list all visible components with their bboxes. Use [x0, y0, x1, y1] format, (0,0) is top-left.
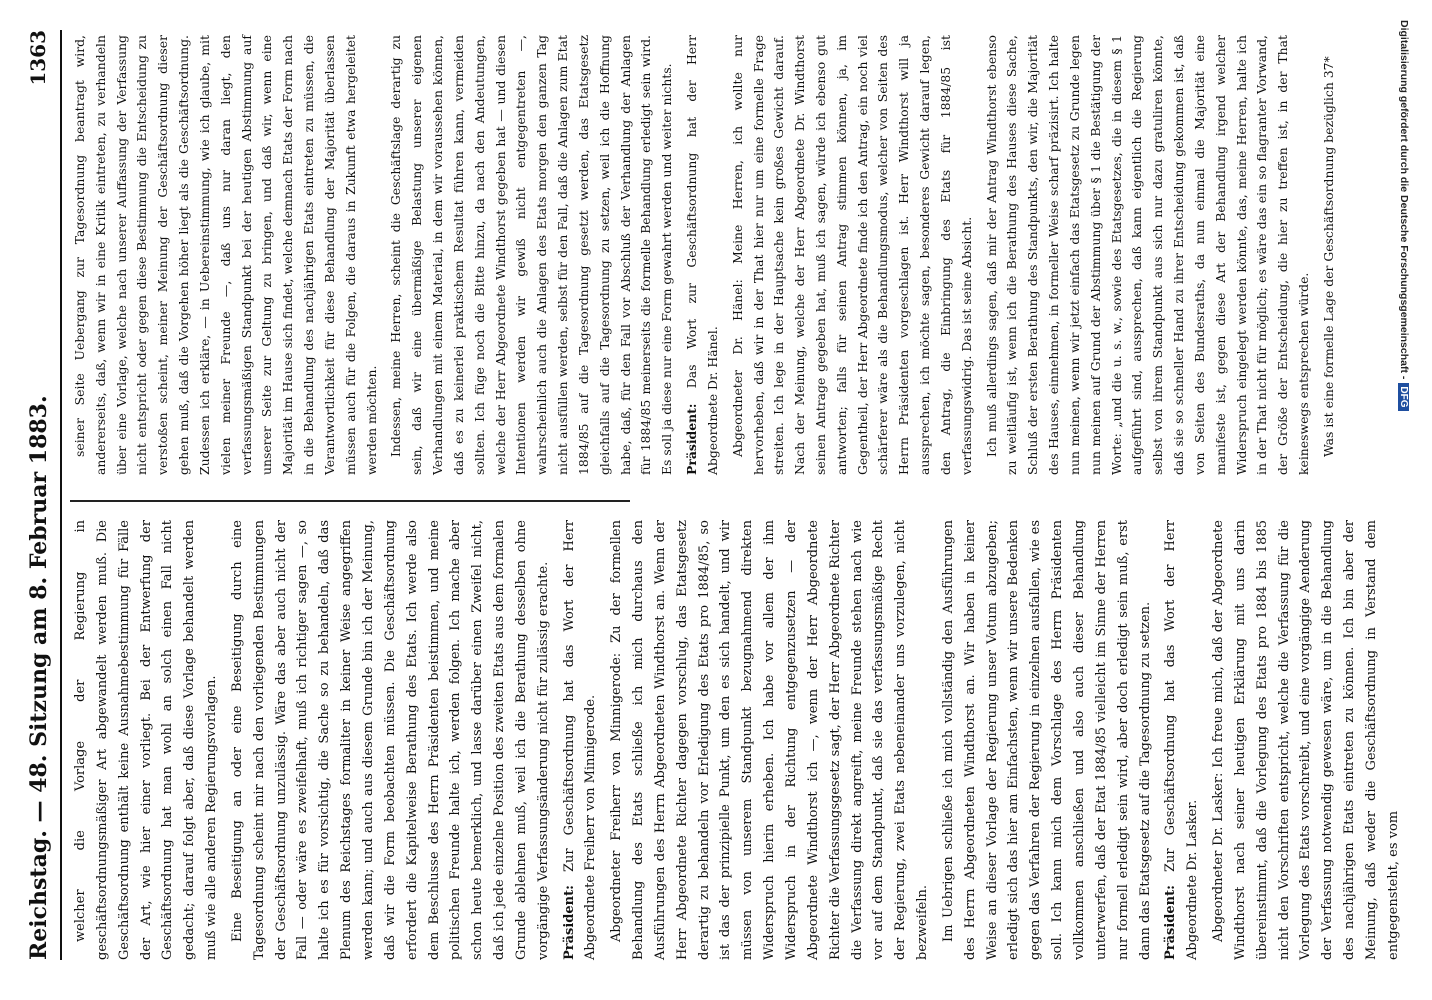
paragraph [70, 35, 382, 475]
paragraph [1319, 35, 1340, 475]
paragraph [938, 520, 1156, 960]
right-column [70, 35, 1344, 475]
header-rule [60, 30, 62, 960]
speaker-label: Präsident: [1163, 885, 1179, 960]
left-column [70, 520, 1409, 960]
paragraph-text: Eine Beseitigung an oder eine Beseitigung durch eine Tagesordnung scheint mir nach den vorliegenden Bestimmungen der Geschäftsordnung unzulässig. Wäre das aber auch nicht der Fall — oder wäre es zweifelhaft, muß ich richtiger sagen —, so halte ich es für vorsichtig, die Sache so zu behandeln, daß das Plenum des Reichstages formaliter in keiner Weise angegriffen werden kann; und auch aus diesem Grunde bin ich der Meinung, daß wir die Form beobachten müssen. Die Geschäftsordnung erfordert die Kapitelweise Berathung des Etats. Ich werde also dem Beschlusse des Herrn Präsidenten beistimmen, und meine politischen Freunde halte ich, werden folgen. Ich mache aber schon heute bemerklich, und lasse darüber einen Zweifel nicht, daß ich jede einzelne Position des zweiten Etats aus dem formalen Grunde ablehnen muß, weil ich die Berathung desselben ohne vorgängige Verfassungsänderung nicht für zulässig erachte. [229, 520, 551, 960]
page-number: 1363 [26, 30, 50, 86]
speaker-label: Präsident: [684, 403, 700, 475]
paragraph-text: Das Wort zur Geschäftsordnung hat der Herr Abgeordnete Dr. Hänel. [684, 35, 720, 475]
paragraph-text: Abgeordneter Freiherr von Minnigerode: Zu der formellen Behandlung des Etats schließe ich mich durchaus den Ausführungen des Herrn Abgeordneten Windthorst an. Wenn der Herr Abgeordnete Richter dagegen vorschlug, das Etatsgesetz derartig zu behandeln vor Erledigung des Etats pro 1884/85, so ist das der prinzipielle Punkt, um den es sich handelt, und wir müssen von unserem Standpunkt bezugnahmend direkten Widerspruch hierin erheben. Ich habe vor allem der ihm Widerspruch in der Richtung entgegenzusetzen — der Abgeordnete Windthorst ich —, wenn der Herr Abgeordnete Richter die Verfassungsgesetz sagt, der Herr Abgeordnete Richter die Verfassung direkt angreift, meine Freunde stehen nach wie vor auf dem Standpunkt, daß sie das verfassungsmäßige Recht der Regierung, zwei Etats nebeneinander uns vorzulegen, nicht bezweifeln. [609, 520, 931, 960]
paragraph [728, 35, 978, 475]
paragraph-text: Abgeordneter Dr. Hänel: Meine Herren, ich wollte nur hervorheben, daß wir in der That hier nur um eine formelle Frage streiten. Ich lege in der Hauptsache kein großes Gewicht darauf. Nach der Meinung, welche der Herr Abgeordnete Dr. Windthorst seinen Antrage gegeben hat, muß ich sagen, würde ich ebenso gut antworten; falls für seinen Antrag stimmen können, ja, im Gegentheil, der Herr Abgeordnete finde ich den Antrag, ein noch viel schärferer wäre als die Behandlungsmodus, welcher von Seiten des Herrn Präsidenten vorgeschlagen ist. Herr Windthorst will ja aussprechen, ich möchte sagen, besonderes Gewicht darauf legen, den Antrag, die Einbringung des Etats für 1884/85 ist verfassungswidrig. Das ist seine Absicht. [729, 35, 974, 475]
paragraph [386, 35, 678, 475]
paragraph-text: Zur Geschäftsordnung hat das Wort der Herr Abgeordnete Freiherr von Minnigerode. [561, 520, 599, 960]
column-divider [70, 500, 630, 502]
speaker-label: Präsident: [561, 885, 577, 960]
paragraph-text: welcher die Vorlage der Regierung in geschäftsordnungsmäßiger Art abgewandelt werden muß. Die Geschäftsordnung enthält keine Ausnahmebestimmung für Fälle der Art, wie hier einer vorliegt. Bei der Entwerfung der Geschäftsordnung hat man wohl an solch einen Fall nicht gedacht; darauf folgt aber, daß diese Vorlage behandelt werden muß wie alle anderen Regierungsvorlagen. [73, 520, 220, 960]
page-header [8, 30, 68, 960]
paragraph [70, 520, 223, 960]
credit-text: Digitalisierung gefördert durch die Deutsche Forschungsgemeinschaft - [1398, 20, 1410, 380]
digitization-credit [1394, 20, 1410, 980]
paragraph [1160, 520, 1204, 960]
header-title: Reichstag. — 48. Sitzung am 8. Februar 1883. [26, 395, 52, 960]
paragraph-text: Ich muß allerdings sagen, daß mir der Antrag Windthorst ebenso zu weitläufig ist, wenn ich die Berathung des Hauses diese Sache, Schluß der ersten Berathung des Standpunkts, den wir, die Majorität des Hauses, einnehmen, in formeller Weise scharf präzisirt. Ich halte nun meinen, wenn wir jetzt einfach das Etatsgesetz zu Grunde legen nun meinen auf Grund der Abstimmung über § 1 die Bestätigung der Worte: „und die u. s. w., sowie des Etatsgesetzes, die in diesem § 1 aufgeführt sind, aussprechen, daß kann eigentlich die Regierung selbst von ihrem Standpunkt aus sich nur dazu gratuliren könnte, daß sie so schneller Hand zu ihrer Entscheidung gekommen ist, daß von Seiten des Bundesraths, da nun einmal die Majorität eine manifeste ist, gegen diese Art der Behandlung irgend welcher Widerspruch eingelegt werden könnte, das, meine Herren, halte ich in der That nicht für möglich; es wäre das ein so flagranter Vorwand, der Größe der Entscheidung, die hier zu treffen ist, in der That keineswegs entsprechen würde. [983, 35, 1312, 475]
paragraph [606, 520, 934, 960]
paragraph [982, 35, 1315, 475]
paragraph-text: Abgeordneter Dr. Lasker: Ich freue mich, daß der Abgeordnete Windthorst nach seiner heutigen Erklärung mit uns darin übereinstimmt, daß die Vorlegung des Etats pro 1884 bis 1885 nicht den Vorschriften entspricht, welche die Verfassung für die Vorlegung des Etats vorschreibt, und eine vorgängige Aenderung der Verfassung notwendig gewesen wäre, um in die Behandlung des nachjährigen Etats eintreten zu können. Ich bin aber der Meinung, daß weder die Geschäftsordnung in Verstand dem entgegensteht, es vom [1211, 520, 1401, 960]
paragraph-text: Was ist eine formelle Lage der Geschäftsordnung bezüglich 37* [1320, 56, 1336, 457]
paragraph [1208, 520, 1405, 960]
paragraph [559, 520, 603, 960]
paragraph-text: Im Uebrigen schließe ich mich vollständig den Ausführungen des Herrn Abgeordneten Windthorst an. Wir haben in keiner Weise an dieser Vorlage der Regierung unser Votum abzugeben; erledigt sich das hier am Einfachsten, wenn wir unsere Bedenken gegen das Verfahren der Regierung in einzelnen ausfallen, wie es soll. Ich kann mich dem Vorschlage des Herrn Präsidenten vollkommen anschließen und also auch dieser Behandlung unterwerfen, daß der Etat 1884/85 vielleicht im Sinne der Herren nur formell erledigt sein wird, aber doch erledigt sein muß, erst dann das Etatsgesetz auf die Tagesordnung zu setzen. [940, 520, 1153, 960]
paragraph [682, 35, 724, 475]
dfg-logo: DFG [1398, 383, 1409, 410]
paragraph-text: Zur Geschäftsordnung hat das Wort der Herr Abgeordnete Dr. Lasker. [1163, 520, 1201, 960]
paragraph-text: seiner Seite Uebergang zur Tagesordnung beantragt wird, andererseits, daß, wenn wir in eine Kritik eintreten, zu verhandeln über eine Vorlage, welche nach unserer Auffassung der Verfassung nicht entspricht oder gegen diese Bestimmung die Entscheidung zu verstoßen scheint, meiner Meinung der Geschäftsordnung dieser gehen muß, daß die Vorgehen höher liegt als die Geschäftsordnung. Zudessen ich erkläre, — in Uebereinstimmung, wie ich glaube, mit vielen meiner Freunde —, daß uns nur daran liegt, den verfassungsmäßigen Standpunkt bei der heutigen Abstimmung auf unserer Seite zur Geltung zu bringen, und daß wir, wenn eine Majorität im Hause sich findet, welche demnach Etats der Form nach in die Behandlung des nachjährigen Etats eintreten zu müssen, die Verantwortlichkeit für diese Behandlung der Majorität überlassen müssen auch für die Folgen, die daraus in Zukunft etwa hergeleitet werden möchten. [72, 35, 379, 475]
paragraph-text: Indessen, meine Herren, scheint die Geschäftslage derartig zu sein, daß wir eine übermäßige Belastung unserer eigenen Verhandlungen mit einem Material, in dem wir voraussehen können, daß es zu keinerlei praktischem Resultat führen kann, vermeiden sollten. Ich füge noch die Bitte hinzu, da nach den Andeutungen, welche der Herr Abgeordnete Windthorst gegeben hat — und diesen Intentionen werden wir gewiß nicht entgegentreten —, wahrscheinlich auch die Anlagen des Etats morgen den ganzen Tag nicht ausfüllen werden, selbst für den Fall, daß die Anlagen zum Etat 1884/85 auf die Tagesordnung gesetzt werden, das Etatsgesetz gleichfalls auf die Tagesordnung zu setzen, weil ich die Hoffnung habe, daß, für den Fall vor Abschluß der Verhandlung der Anlagen für 1884/85 meinerseits die formelle Behandlung erledigt sein wird. Es soll ja diese nur eine Form gewahrt werden und weiter nichts. [388, 35, 675, 475]
paragraph [227, 520, 555, 960]
